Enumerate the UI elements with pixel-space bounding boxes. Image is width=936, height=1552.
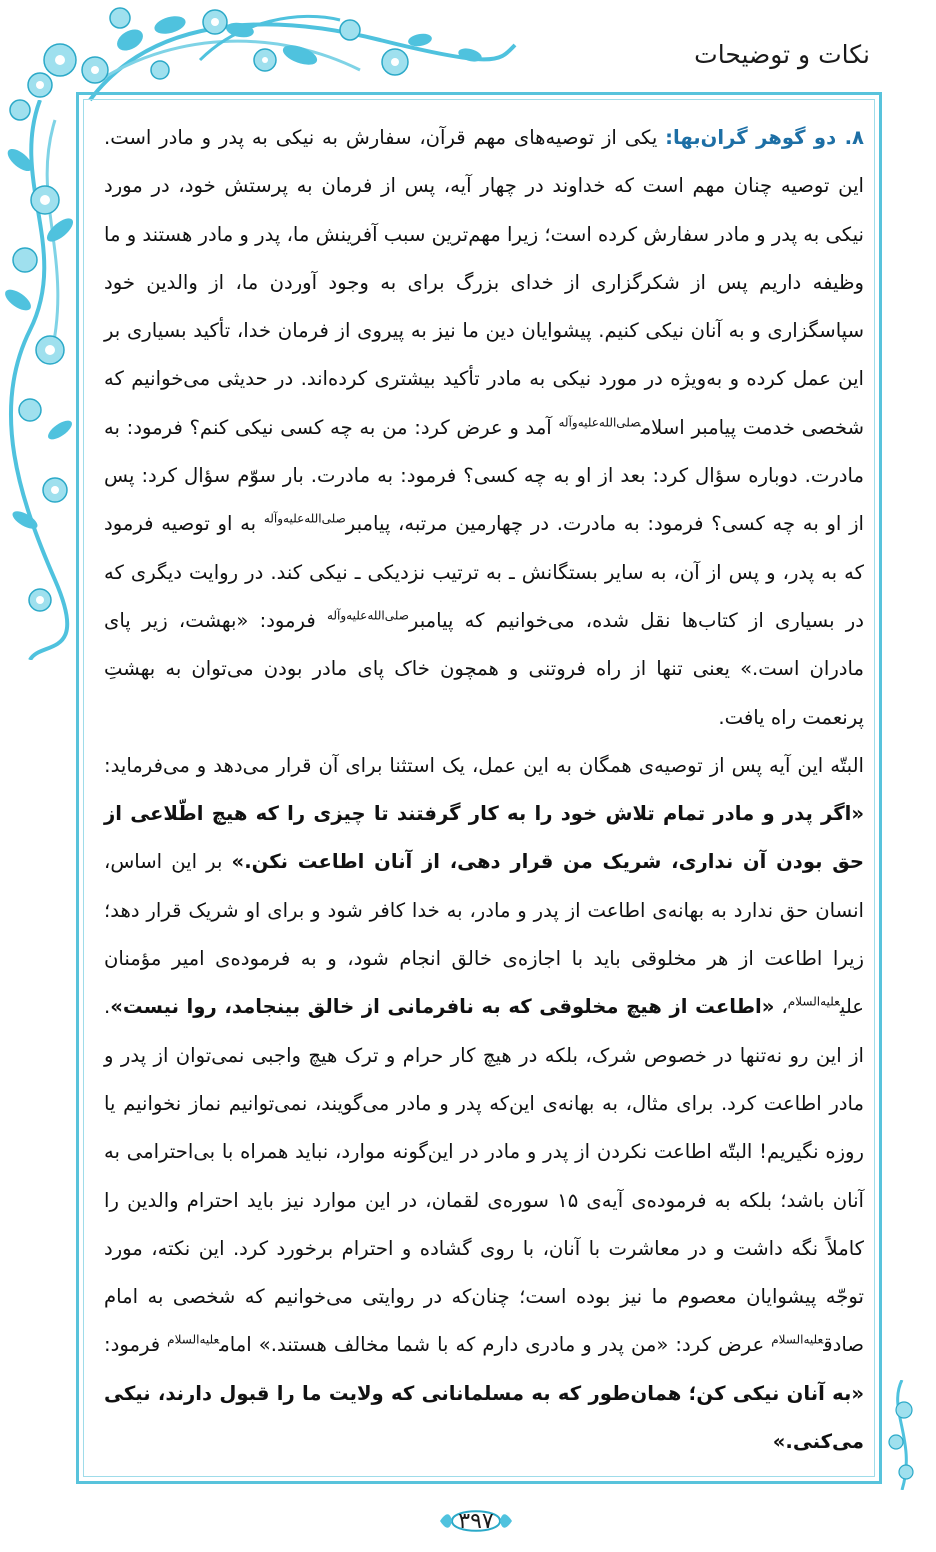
honorific-glyph: علیه‌السلام: [771, 1332, 824, 1347]
paragraph-title: ۸. دو گوهر گران‌بها:: [665, 126, 864, 149]
page-number: ۳۹۷: [458, 1508, 494, 1534]
paragraph-text: فرمود: «بهشت، زیر پای مادران است.» یعنی تنها از راه فروتنی و همچون خاک پای مادر بودن می‌توان به بهشتِ پرنعمت راه یافت.: [104, 608, 864, 729]
quoted-verse: «اگر پدر و مادر تمام تلاش خود را به کار گرفتند تا چیزی را که هیچ اطّلاعی از حق بودن آن نداری، شریک من قرار دهی، از آنان اطاعت نکن.»: [104, 802, 864, 874]
paragraph-text: فرمود:: [104, 1333, 168, 1357]
paragraph-text: البتّه این آیه پس از توصیه‌ی همگان به این عمل، یک استثنا برای آن قرار می‌دهد و می‌فرماید:: [104, 753, 864, 777]
floral-right-ornament: [882, 1380, 922, 1490]
paragraph-text: به او توصیه فرمود که به پدر، و پس از آن، به سایر بستگانش ـ به ترتیب نزدیکی ـ نیکی کند. در روایت دیگری که در بسیاری از کتاب‌ها نقل شده، می‌خوانیم که پیامبر: [104, 512, 864, 632]
honorific-glyph: علیه‌السلام: [787, 994, 840, 1009]
paragraph-text: ،: [774, 995, 788, 1019]
section-heading: نکات و توضیحات: [694, 40, 870, 69]
page-number-badge: [438, 1502, 514, 1540]
paragraph: [104, 742, 864, 1466]
paragraph-text: بر این اساس، انسان حق ندارد به بهانه‌ی اطاعت از پدر و مادر، به خدا کافر شود و برای او شریک قرار دهد؛ زیرا اطاعت از هر مخلوقی باید با اجازه‌ی خالق انجام شود، و به فرموده‌ی امیر مؤمنان علی: [104, 850, 864, 1019]
paragraph: [104, 114, 864, 742]
paragraph-text: عرض کرد: «من پدر و مادری دارم که با شما مخالف هستند.» امام: [219, 1333, 772, 1357]
quoted-hadith: «اطاعت از هیچ مخلوقی که به نافرمانی از خالق بینجامد، روا نیست»: [110, 995, 775, 1019]
honorific-glyph: علیه‌السلام: [167, 1332, 220, 1347]
paragraph-text: . از این رو نه‌تنها در خصوص شرک، بلکه در هیچ کار حرام و ترک هیچ واجبی نمی‌توان از پدر و مادر اطاعت کرد. برای مثال، به بهانه‌ی این‌که پدر و مادر می‌گویند، نمی‌توانیم نماز نخوانیم یا روزه نگیریم! البتّه اطاعت نکردن از پدر و مادر در این‌گونه موارد، نباید همراه با بی‌احترامی به آنان باشد؛ بلکه به فرموده‌ی آیه‌ی ۱۵ سوره‌ی لقمان، در این موارد نیز باید احترام والدین را کاملاً نگه داشت و در معاشرت با آنان، با روی گشاده و احترام برخورد کرد. این نکته، مورد توجّه پیشوایان معصوم ما نیز بوده است؛ چنان‌که در روایتی می‌خوانیم که شخصی به امام صادق: [104, 995, 864, 1357]
page-content: [104, 114, 864, 1466]
honorific-glyph: صلی‌الله‌علیه‌وآله: [326, 608, 409, 623]
quoted-hadith: «به آنان نیکی کن؛ همان‌طور که به مسلمانانی که ولایت ما را قبول دارند، نیکی می‌کنی.»: [104, 1381, 864, 1454]
honorific-glyph: صلی‌الله‌علیه‌وآله: [263, 511, 346, 526]
paragraph-text: آمد و عرض کرد: من به چه کسی نیکی کنم؟ فرمود: به مادرت. دوباره سؤال کرد: بعد از او به چه کسی؟ فرمود: به مادرت. بار سوّم سؤال کرد: پس از او به چه کسی؟ فرمود: به مادرت. در چهارمین مرتبه، پیامبر: [104, 415, 864, 536]
honorific-glyph: صلی‌الله‌علیه‌وآله: [558, 415, 641, 430]
paragraph-text: یکی از توصیه‌های مهم قرآن، سفارش به نیکی به پدر و مادر است. این توصیه چنان مهم است که خداوند در چهار آیه، پس از فرمان به پرستش خود، در مورد نیکی به پدر و مادر سفارش کرده است؛ زیرا مهم‌ترین سبب آفرینش ما، پدر و مادر هستند و ما وظیفه داریم پس از شکرگزاری از خدای بزرگ برای به وجود آوردن ما، از والدین خود سپاسگزاری و به آنان نیکی کنیم. پیشوایان دین ما نیز به پیروی از فرمان خدا، تأکید بسیاری بر این عمل کرده و به‌ویژه در مورد نیکی به مادر تأکید بیشتری کرده‌اند. در حدیثی می‌خوانیم که شخصی خدمت پیامبر اسلام: [104, 126, 864, 439]
